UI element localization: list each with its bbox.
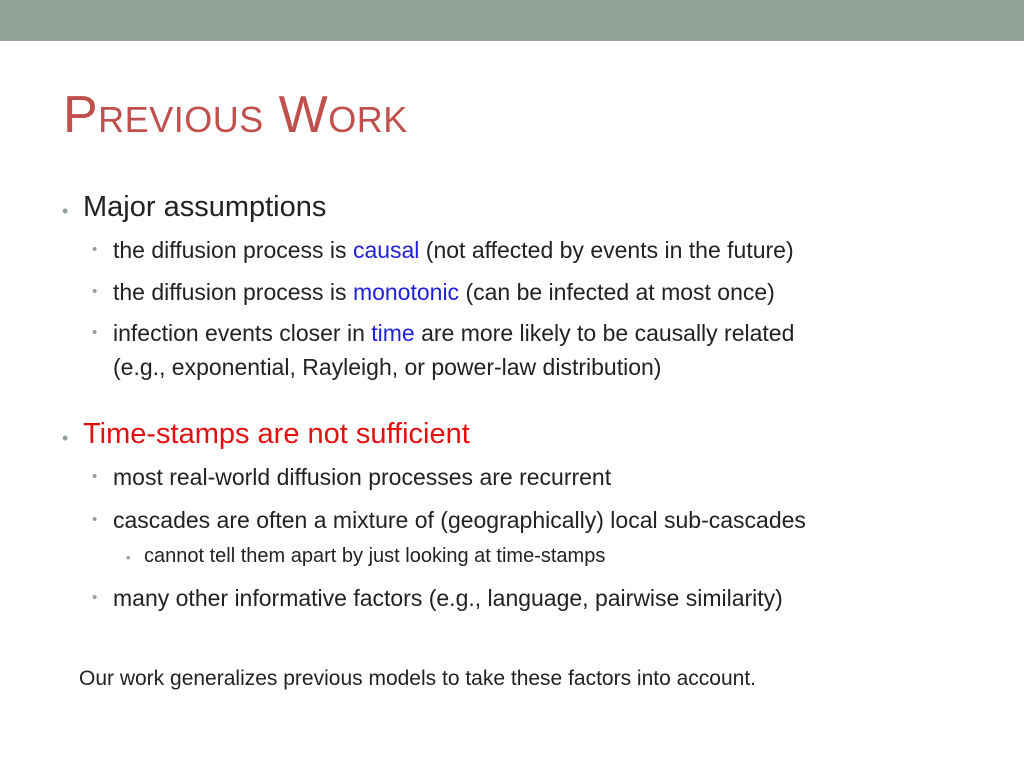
bullet-time-pre: infection events closer in <box>113 320 372 346</box>
bullet-major-assumptions: Major assumptions <box>83 191 327 223</box>
bullet-icon: • <box>62 428 69 448</box>
bullet-icon: • <box>92 468 98 485</box>
bullet-icon: • <box>62 201 69 221</box>
highlight-monotonic: monotonic <box>352 279 460 305</box>
bullet-icon: • <box>92 511 98 528</box>
bullet-causal <box>113 233 794 267</box>
bullet-informative-factors: many other informative factors (e.g., language, pairwise similarity) <box>113 585 783 611</box>
bullet-time-stamps-heading: Time-stamps are not sufficient <box>83 418 470 450</box>
bullet-icon: • <box>92 324 98 341</box>
bullet-sub-cascades: cascades are often a mixture of (geographically) local sub-cascades <box>113 507 806 533</box>
bullet-recurrent: most real-world diffusion processes are recurrent <box>113 464 612 490</box>
bullet-monotonic <box>113 275 775 309</box>
bullet-time <box>113 316 794 350</box>
conclusion-note: Our work generalizes previous models to take these factors into account. <box>79 667 757 690</box>
bullet-time-post: are more likely to be causally related <box>414 320 795 346</box>
bullet-icon: • <box>92 589 98 606</box>
bullet-icon: • <box>92 241 98 258</box>
highlight-causal: causal <box>352 237 420 263</box>
bullet-icon: • <box>92 283 98 300</box>
bullet-time-continuation: (e.g., exponential, Rayleigh, or power-law distribution) <box>113 354 662 380</box>
highlight-time: time <box>371 320 415 346</box>
slide-title: Previous Work <box>63 86 408 144</box>
bullet-cannot-tell: cannot tell them apart by just looking at time-stamps <box>144 545 606 567</box>
bullet-icon: • <box>126 550 131 565</box>
bullet-monotonic-post: (can be infected at most once) <box>459 279 775 305</box>
bullet-monotonic-pre: the diffusion process is <box>113 279 353 305</box>
bullet-causal-post: (not affected by events in the future) <box>419 237 794 263</box>
bullet-causal-pre: the diffusion process is <box>113 237 353 263</box>
